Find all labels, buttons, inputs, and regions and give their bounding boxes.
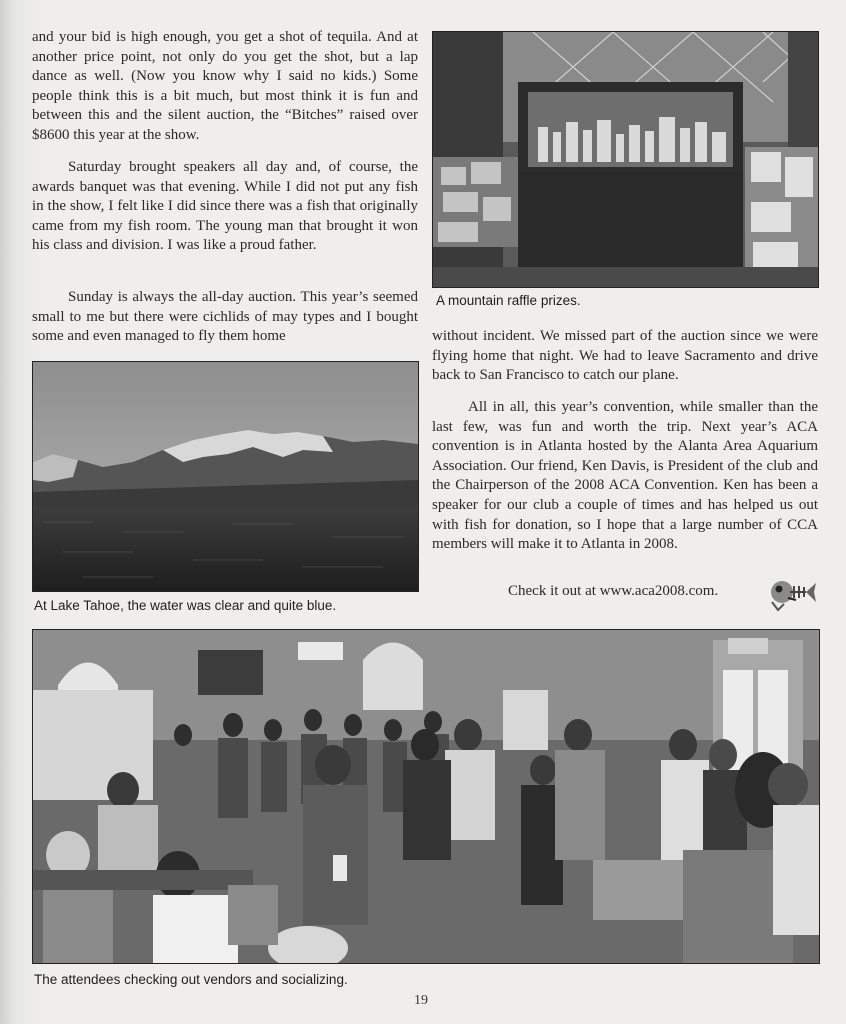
attendees-photo-caption: The attendees checking out vendors and socializing. (34, 972, 348, 987)
raffle-photo-caption: A mountain raffle prizes. (436, 293, 581, 308)
left-paragraph-1: and your bid is high enough, you get a shot of tequila. And at another price point, not only do you get the shot, but a lap dance as well. (Now you know why I said no kids.) Some people think this is a bit much, but most think it is fun and between this and the silent auction, the “Bitches” raised over $8600 this year at the show. (32, 29, 418, 143)
attendees-photo (32, 629, 820, 964)
left-paragraph-3: Sunday is always the all-day auction. This year’s seemed small to me but there were cichlids of may types and I bought some and even managed to fly them home (32, 289, 418, 345)
right-paragraph-1: without incident. We missed part of the auction since we were flying home that night. We had to leave Sacramento and drive back to San Francisco to catch our plane. (432, 328, 818, 384)
website-line: Check it out at www.aca2008.com. (508, 583, 719, 599)
lake-tahoe-photo (32, 361, 419, 592)
right-paragraph-2: All in all, this year’s convention, while smaller than the last few, was fun and worth the trip. Next year’s ACA convention is in Atlanta hosted by the Alanta Area Aquarium Association. Our friend, Ken Davis, is President of the club and the Chairperson of the 2008 ACA Convention. Ken has been a speaker for our club a couple of times and has helped us out with fish for donation, so I hope that a large number of CCA members will make it to Atlanta in 2008. (432, 399, 818, 553)
page-number: 19 (414, 993, 428, 1008)
raffle-prizes-photo (432, 31, 819, 288)
lake-photo-caption: At Lake Tahoe, the water was clear and quite blue. (34, 598, 337, 613)
left-paragraph-2: Saturday brought speakers all day and, of course, the awards banquet was that evening. While I did not put any fish in the show, I felt like I did since there was a fish that originally came from my fish room. The young man that brought it won his class and division. I was like a proud father. (32, 159, 418, 254)
fish-skeleton-icon (766, 574, 818, 614)
